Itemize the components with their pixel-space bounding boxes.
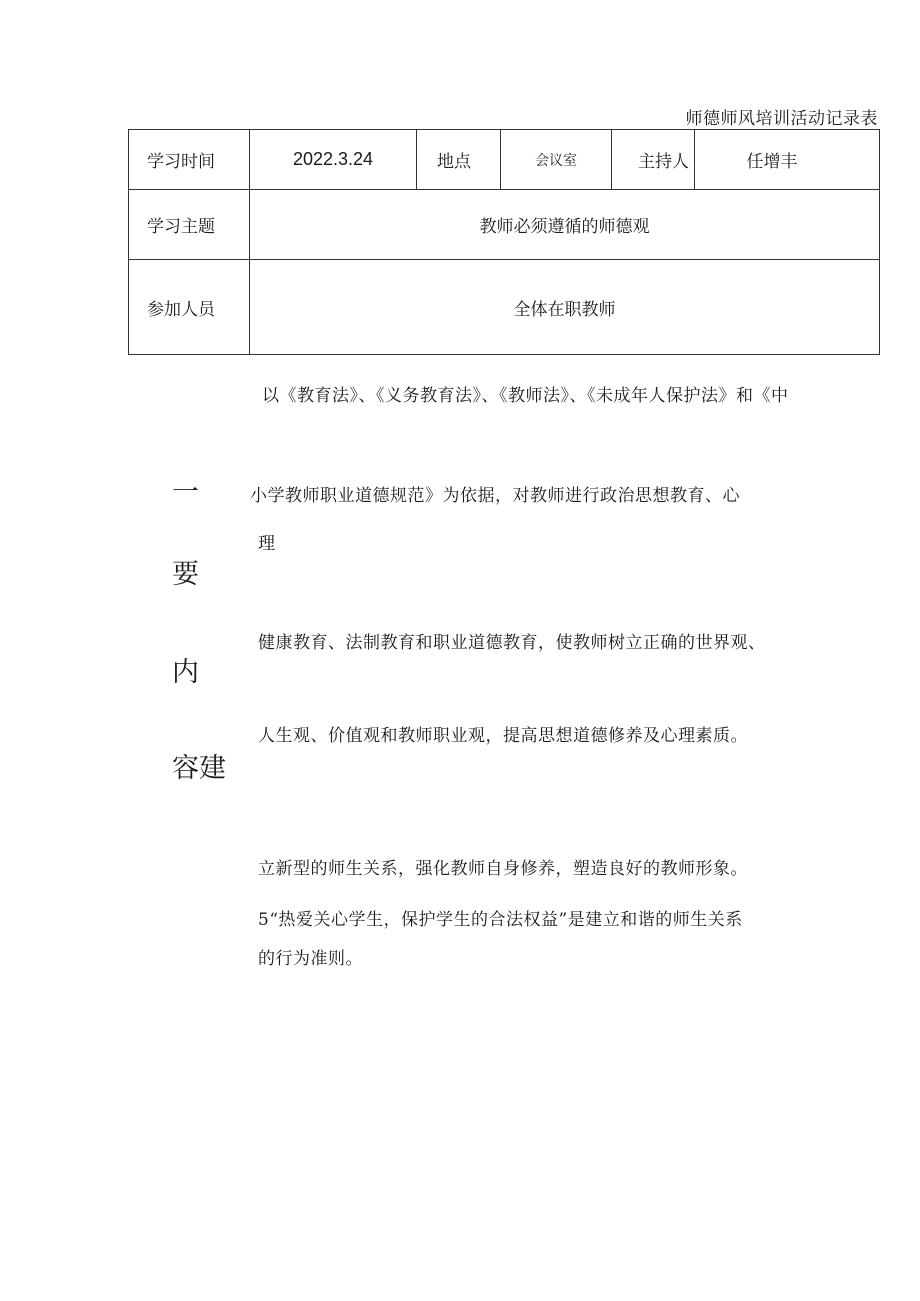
study-topic-value: 教师必须遵循的师德观 — [250, 190, 880, 260]
study-time-value: 2022.3.24 — [250, 130, 417, 190]
content-line-5: 人生观、价值观和教师职业观，提高思想道德修养及心理素质。 — [258, 726, 748, 746]
participants-value: 全体在职教师 — [250, 260, 880, 355]
side-label-char-4: 容建 — [172, 753, 226, 784]
content-line-1: 以《教育法》、《义务教育法》、《教师法》、《未成年人保护法》和《中 — [262, 386, 789, 406]
activity-record-table — [128, 129, 880, 355]
side-label-char-2: 要 — [172, 559, 199, 590]
place-label: 地点 — [417, 130, 501, 190]
table-row — [129, 260, 880, 355]
content-line-2: 小学教师职业道德规范》为依据，对教师进行政治思想教育、心 — [250, 486, 740, 506]
place-value: 会议室 — [501, 130, 612, 190]
participants-label: 参加人员 — [129, 260, 250, 355]
study-time-label: 学习时间 — [129, 130, 250, 190]
host-value: 任增丰 — [695, 130, 880, 190]
content-line-7: 5“热爱关心学生，保护学生的合法权益”是建立和谐的师生关系 — [258, 910, 743, 930]
side-label-char-3: 内 — [172, 657, 199, 688]
table-row — [129, 130, 880, 190]
content-line-6: 立新型的师生关系，强化教师自身修养，塑造良好的教师形象。 — [258, 859, 748, 879]
content-line-3: 理 — [258, 534, 276, 554]
study-topic-label: 学习主题 — [129, 190, 250, 260]
content-line-4: 健康教育、法制教育和职业道德教育，使教师树立正确的世界观、 — [258, 633, 766, 653]
content-line-8: 的行为准则。 — [258, 949, 363, 969]
side-label-char-1: 一 — [172, 477, 199, 508]
host-label: 主持人 — [612, 130, 695, 190]
page-title: 师德师风培训活动记录表 — [685, 109, 878, 129]
table-row — [129, 190, 880, 260]
